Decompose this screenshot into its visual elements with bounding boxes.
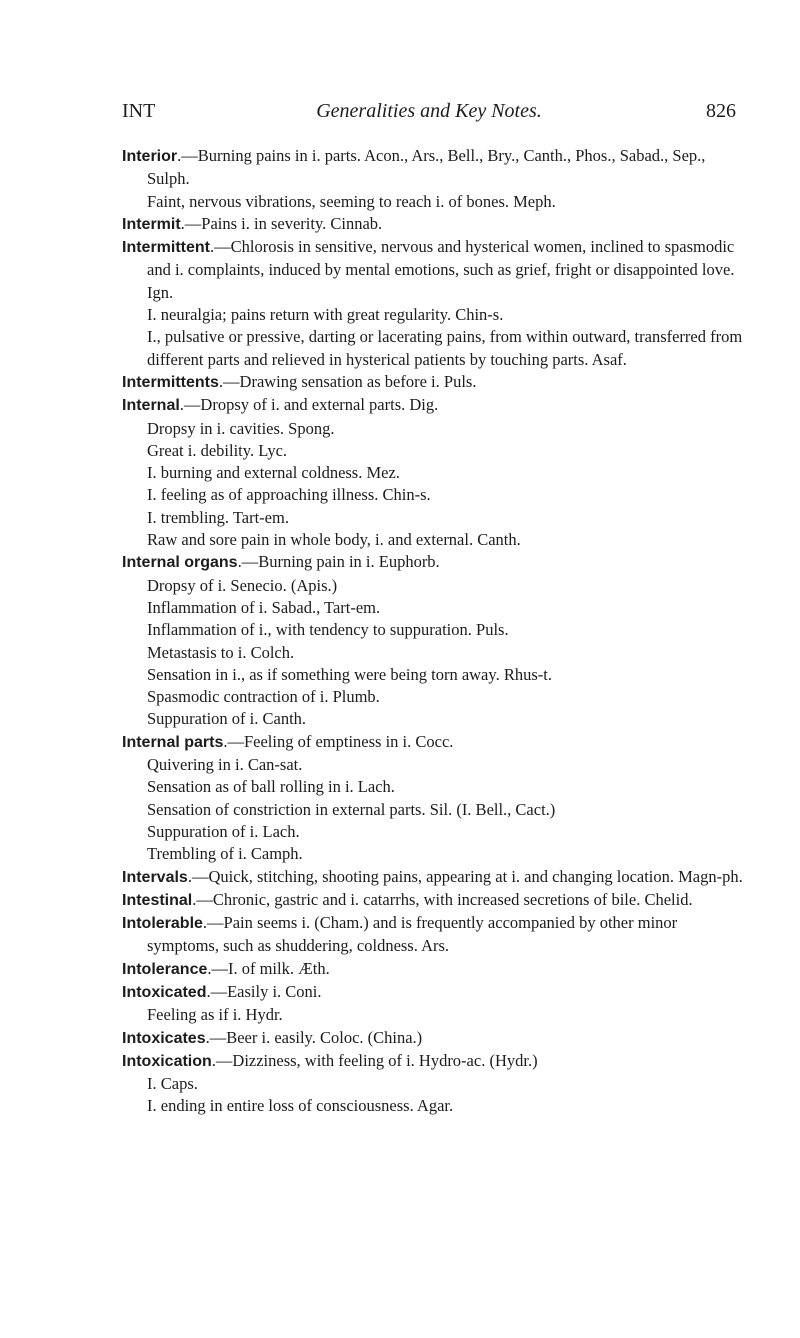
entry xyxy=(122,889,752,912)
sub-entry-text: Inflammation of i. Sabad., Tart-em. xyxy=(147,597,381,617)
sub-entry-text: Raw and sore pain in whole body, i. and external. Canth. xyxy=(147,530,521,550)
sub-entry-text: I. trembling. Tart-em. xyxy=(147,507,289,527)
sub-entry xyxy=(122,642,752,664)
entry-text: .—Chronic, gastric and i. catarrhs, with increased secretions of bile. Chelid. xyxy=(192,889,693,909)
entry xyxy=(122,731,752,754)
sub-entry-text: Dropsy of i. Senecio. (Apis.) xyxy=(147,575,338,595)
entry-text: .—Dropsy of i. and external parts. Dig. xyxy=(179,395,439,415)
sub-entry-text: I. neuralgia; pains return with great regularity. Chin-s. xyxy=(147,305,504,325)
entry-headword: Intoxicated xyxy=(122,983,207,1001)
entry xyxy=(122,958,752,981)
entry-text: .—I. of milk. Æth. xyxy=(207,958,330,978)
entry-headword: Intervals xyxy=(122,868,188,886)
entry xyxy=(122,371,752,394)
sub-entry xyxy=(122,484,752,506)
sub-entry-text: I. feeling as of approaching illness. Chin-s. xyxy=(147,485,431,505)
running-header xyxy=(122,100,736,126)
entry-headword: Intolerable xyxy=(122,915,203,933)
sub-entry-text: Dropsy in i. cavities. Spong. xyxy=(147,418,335,438)
sub-entry xyxy=(122,597,752,619)
entry xyxy=(122,1027,752,1050)
entry-headword: Intestinal xyxy=(122,891,193,909)
sub-entry-text: Inflammation of i., with tendency to suppuration. Puls. xyxy=(147,620,509,640)
sub-entry xyxy=(122,664,752,686)
sub-entry xyxy=(122,529,752,551)
entry-text: .—Pains i. in severity. Cinnab. xyxy=(180,213,383,233)
sub-entry-text: Quivering in i. Can-sat. xyxy=(147,755,303,775)
entry-text: .—Quick, stitching, shooting pains, appearing at i. and changing location. Magn-ph. xyxy=(187,866,743,886)
sub-entry xyxy=(122,575,752,597)
entry-headword: Internal xyxy=(122,397,180,415)
sub-entry xyxy=(122,821,752,843)
page-number: 826 xyxy=(706,100,736,122)
entry-headword: Intolerance xyxy=(122,960,208,978)
sub-entry-text: Feeling as if i. Hydr. xyxy=(147,1005,283,1025)
entry-text: .—Pain seems i. (Cham.) and is frequently accompanied by other minor symptoms, such as shuddering, coldness. Ars. xyxy=(147,913,678,956)
entry xyxy=(122,981,752,1004)
entry-headword: Internal parts xyxy=(122,733,224,751)
entry-headword: Intermit xyxy=(122,215,181,233)
sub-entry xyxy=(122,462,752,484)
sub-entry-text: Spasmodic contraction of i. Plumb. xyxy=(147,687,380,707)
sub-entry xyxy=(122,1004,752,1026)
entry xyxy=(122,912,752,958)
entry xyxy=(122,213,752,236)
sub-entry xyxy=(122,708,752,730)
entry-headword: Interior xyxy=(122,148,178,165)
sub-entry xyxy=(122,304,752,326)
entry-text: .—Feeling of emptiness in i. Cocc. xyxy=(223,731,454,751)
entry-text: .—Burning pain in i. Euphorb. xyxy=(237,552,440,572)
entry xyxy=(122,866,752,889)
sub-entry xyxy=(122,619,752,641)
sub-entry-text: I. ending in entire loss of consciousness. Agar. xyxy=(147,1096,454,1116)
entry xyxy=(122,145,752,191)
sub-entry xyxy=(122,326,752,371)
dictionary-body xyxy=(122,145,752,1118)
entry xyxy=(122,236,752,304)
sub-entry-text: Faint, nervous vibrations, seeming to reach i. of bones. Meph. xyxy=(147,191,556,211)
sub-entry xyxy=(122,776,752,798)
sub-entry-text: Suppuration of i. Canth. xyxy=(147,709,307,729)
entry-headword: Intoxication xyxy=(122,1052,212,1070)
entry-text: .—Drawing sensation as before i. Puls. xyxy=(218,371,477,391)
entry-headword: Intoxicates xyxy=(122,1029,206,1047)
entry-text: .—Burning pains in i. parts. Acon., Ars., Bell., Bry., Canth., Phos., Sabad., Sep., Sulph. xyxy=(147,146,706,189)
sub-entry-text: Sensation as of ball rolling in i. Lach. xyxy=(147,777,395,797)
sub-entry-text: Metastasis to i. Colch. xyxy=(147,642,295,662)
sub-entry xyxy=(122,418,752,440)
sub-entry-text: I. burning and external coldness. Mez. xyxy=(147,463,400,483)
sub-entry-text: Sensation of constriction in external parts. Sil. (I. Bell., Cact.) xyxy=(147,799,556,819)
entry-text: .—Easily i. Coni. xyxy=(206,981,322,1001)
sub-entry-text: Trembling of i. Camph. xyxy=(147,844,303,864)
sub-entry xyxy=(122,1073,752,1095)
header-title: Generalities and Key Notes. xyxy=(316,100,542,122)
sub-entry xyxy=(122,843,752,865)
sub-entry-text: Suppuration of i. Lach. xyxy=(147,821,300,841)
entry xyxy=(122,394,752,417)
entry-headword: Intermittent xyxy=(122,239,210,257)
header-section-label: INT xyxy=(122,100,156,122)
sub-entry xyxy=(122,799,752,821)
sub-entry-text: I. Caps. xyxy=(147,1074,198,1094)
entry-text: .—Chlorosis in sensitive, nervous and hysterical women, inclined to spasmodic and i. complaints, induced by mental emotions, such as grief, fright or disappointed love. Ign. xyxy=(147,237,735,302)
entry-text: .—Dizziness, with feeling of i. Hydro-ac. (Hydr.) xyxy=(211,1050,538,1070)
entry xyxy=(122,551,752,574)
sub-entry xyxy=(122,507,752,529)
sub-entry xyxy=(122,754,752,776)
entry xyxy=(122,1050,752,1073)
sub-entry xyxy=(122,1095,752,1117)
sub-entry-text: Sensation in i., as if something were being torn away. Rhus-t. xyxy=(147,664,552,684)
sub-entry xyxy=(122,191,752,213)
sub-entry xyxy=(122,686,752,708)
sub-entry-text: Great i. debility. Lyc. xyxy=(147,440,288,460)
entry-headword: Internal organs xyxy=(122,554,238,572)
sub-entry xyxy=(122,440,752,462)
sub-entry-text: I., pulsative or pressive, darting or lacerating pains, from within outward, transferred from different parts and relieved in hysterical patients by touching parts. Asaf. xyxy=(147,327,743,369)
entry-text: .—Beer i. easily. Coloc. (China.) xyxy=(205,1027,423,1047)
entry-headword: Intermittents xyxy=(122,373,219,391)
